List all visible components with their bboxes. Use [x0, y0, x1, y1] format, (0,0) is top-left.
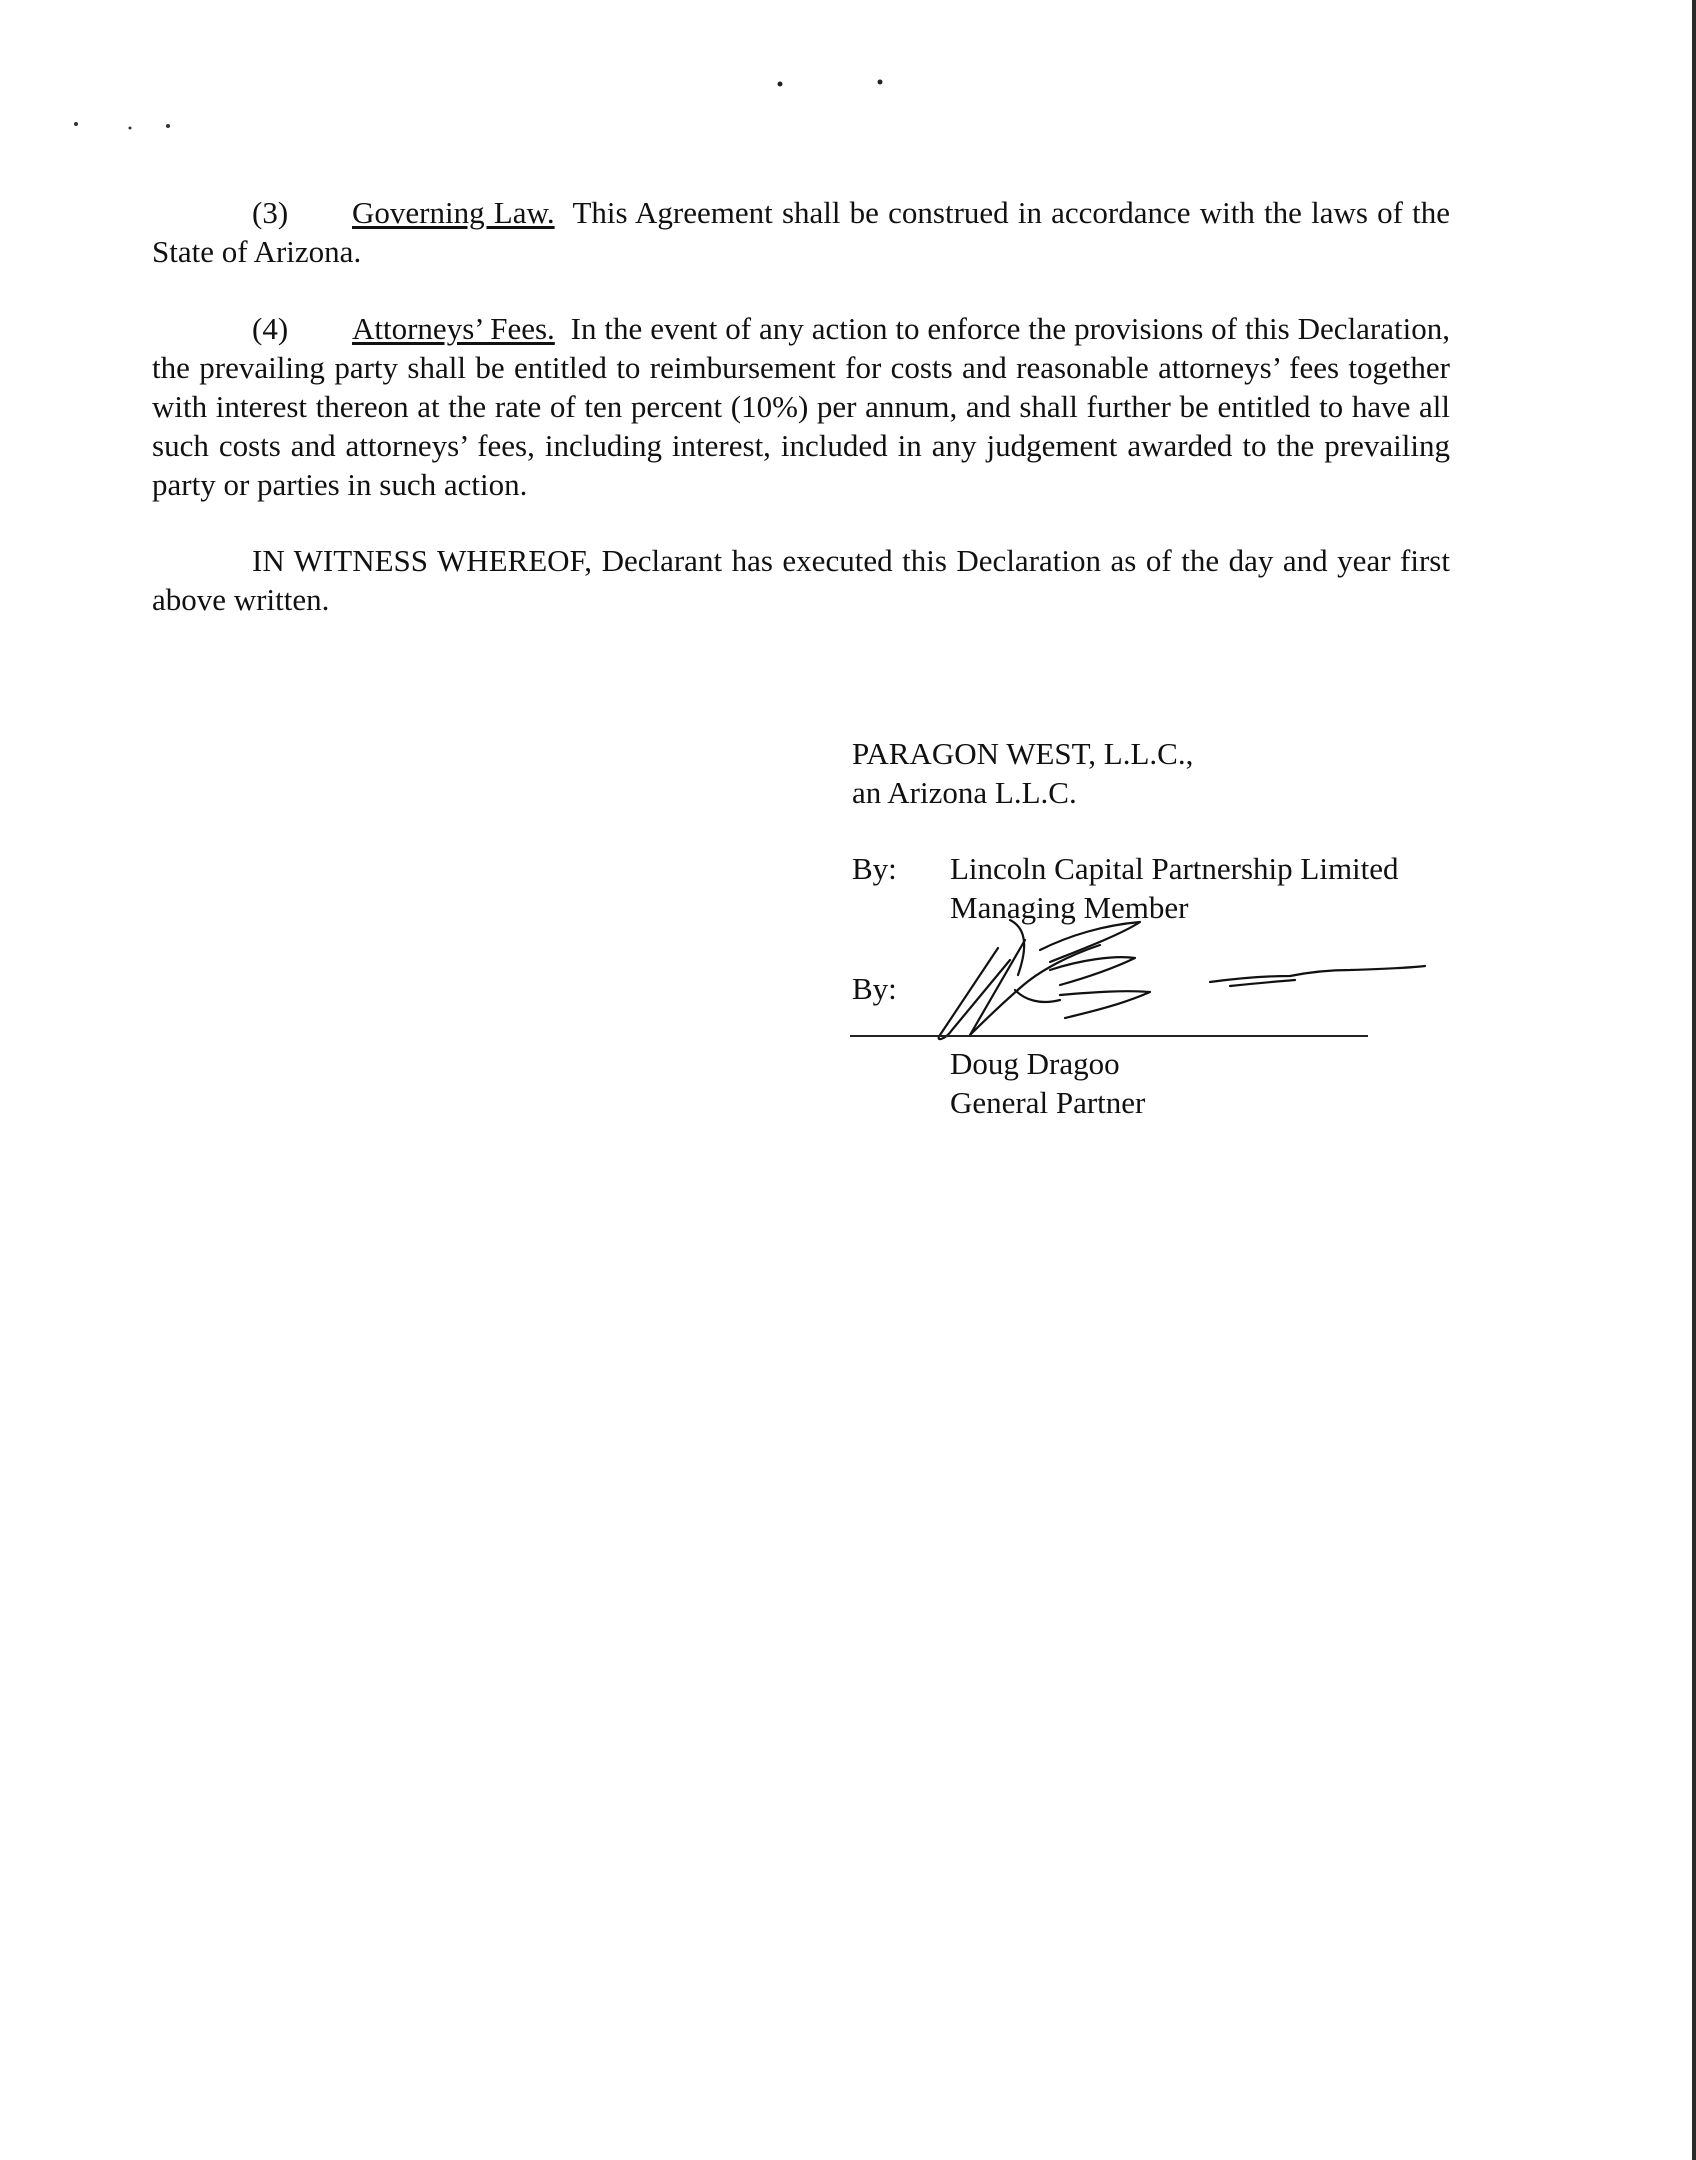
section-body: In the event of any action to enforce the provisions of this Declaration, the prevailing party shall be entitled to reimbursement for costs and reasonable attorneys’ fees together with interest thereon at the rate of ten percent (10%) per annum, and shall further be entitled to have all such costs and attorneys’ fees, including interest, included in any judgement awarded to the prevailing party or parties in such action. [152, 311, 1450, 502]
handwritten-signature [900, 900, 1440, 1050]
witness-text: IN WITNESS WHEREOF, Declarant has executed this Declaration as of the day and year first above written. [152, 543, 1450, 617]
signer-title: General Partner [950, 1085, 1146, 1120]
signer-name: Doug Dragoo [950, 1046, 1120, 1081]
section-number: (3) [252, 195, 289, 230]
by-entity-name: Lincoln Capital Partnership Limited [950, 851, 1399, 886]
signature-line [850, 1035, 1368, 1037]
entity-name: PARAGON WEST, L.L.C., [852, 736, 1194, 771]
governing-law-paragraph [152, 193, 1450, 271]
section-heading: Governing Law. [352, 195, 555, 230]
by-label: By: [852, 971, 897, 1006]
by-row-entity [852, 849, 1399, 888]
section-heading: Attorneys’ Fees. [352, 311, 555, 346]
entity-type: an Arizona L.L.C. [852, 775, 1077, 810]
scan-edge-border [1692, 0, 1696, 2160]
signer-block [950, 1044, 1145, 1122]
witness-paragraph [152, 541, 1450, 619]
scan-specks [0, 0, 1696, 200]
by-label: By: [852, 851, 897, 886]
by-entity-role: Managing Member [950, 890, 1189, 925]
attorneys-fees-paragraph [152, 309, 1450, 504]
section-body: This Agreement shall be construed in accordance with the laws of the State of Arizona. [152, 195, 1450, 269]
section-number: (4) [252, 311, 289, 346]
signature-block-entity [852, 734, 1472, 812]
